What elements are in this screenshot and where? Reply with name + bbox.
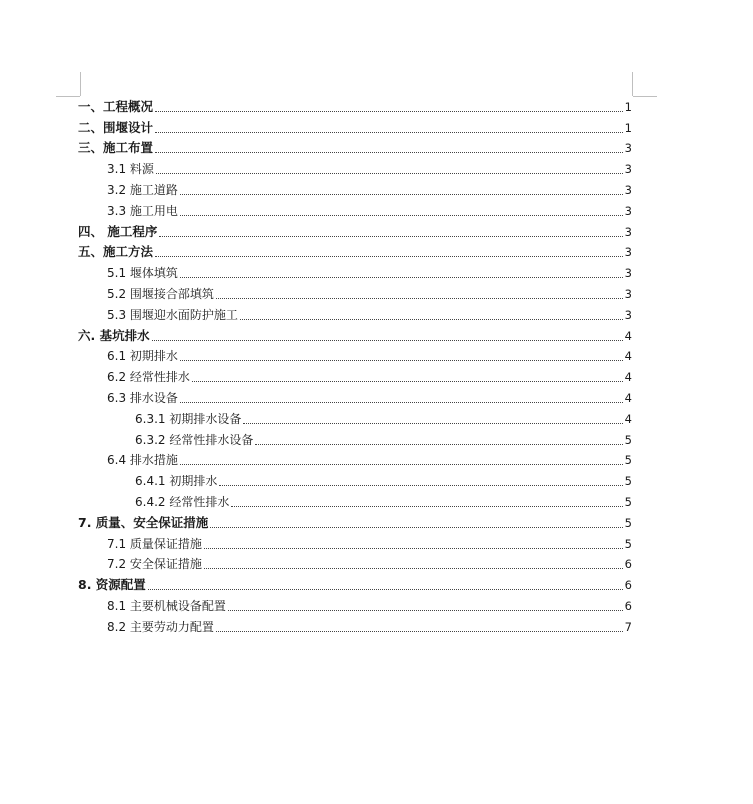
toc-entry-page-number: 1 <box>624 99 632 114</box>
toc-entry-page-number: 3 <box>624 182 632 197</box>
toc-entry[interactable] <box>78 158 632 179</box>
toc-entry-page-number: 5 <box>624 453 632 468</box>
toc-entry[interactable] <box>78 96 632 117</box>
toc-entry[interactable] <box>78 366 632 387</box>
toc-dot-leader <box>180 214 623 216</box>
toc-dot-leader <box>192 380 623 382</box>
toc-entry-page-number: 7 <box>624 619 632 634</box>
toc-entry-page-number: 4 <box>624 411 632 426</box>
toc-entry-title[interactable]: 6.1 初期排水 <box>107 349 178 364</box>
toc-entry-page-number: 1 <box>624 120 632 135</box>
toc-dot-leader <box>155 255 623 257</box>
table-of-contents <box>78 96 632 637</box>
toc-dot-leader <box>159 235 622 237</box>
toc-entry[interactable] <box>78 117 632 138</box>
toc-dot-leader <box>152 339 623 341</box>
toc-dot-leader <box>243 422 622 424</box>
toc-entry[interactable] <box>78 200 632 221</box>
toc-entry[interactable] <box>78 470 632 491</box>
toc-dot-leader <box>155 151 623 153</box>
toc-entry-page-number: 5 <box>624 432 632 447</box>
toc-entry-title[interactable]: 六. 基坑排水 <box>78 327 150 343</box>
toc-entry-title[interactable]: 3.1 料源 <box>107 162 154 177</box>
toc-dot-leader <box>255 443 622 445</box>
toc-dot-leader <box>156 172 623 174</box>
toc-entry[interactable] <box>78 304 632 325</box>
toc-entry-page-number: 5 <box>624 494 632 509</box>
toc-entry-title[interactable]: 8.1 主要机械设备配置 <box>107 598 226 613</box>
toc-entry[interactable] <box>78 387 632 408</box>
toc-entry-title[interactable]: 7.2 安全保证措施 <box>107 557 202 572</box>
margin-mark-top-right <box>632 72 633 96</box>
toc-dot-leader <box>210 526 622 528</box>
margin-mark-top-right <box>633 96 657 97</box>
toc-entry-page-number: 3 <box>624 162 632 177</box>
toc-dot-leader <box>180 193 623 195</box>
toc-entry-title[interactable]: 8.2 主要劳动力配置 <box>107 619 214 634</box>
toc-entry-title[interactable]: 5.2 围堰接合部填筑 <box>107 286 214 301</box>
toc-entry[interactable] <box>78 221 632 242</box>
toc-dot-leader <box>204 567 623 569</box>
toc-entry-title[interactable]: 三、施工布置 <box>78 140 154 156</box>
margin-mark-top-left <box>80 72 81 96</box>
toc-entry-page-number: 6 <box>624 578 632 593</box>
toc-entry-page-number: 6 <box>624 598 632 613</box>
toc-entry-title[interactable]: 6.4 排水措施 <box>107 453 178 468</box>
toc-entry[interactable] <box>78 242 632 263</box>
toc-entry[interactable] <box>78 138 632 159</box>
toc-entry-page-number: 3 <box>624 307 632 322</box>
toc-entry-page-number: 4 <box>624 390 632 405</box>
toc-entry-title[interactable]: 四、 施工程序 <box>78 223 158 239</box>
toc-entry-title[interactable]: 7.1 质量保证措施 <box>107 536 202 551</box>
toc-entry-title[interactable]: 8. 资源配置 <box>78 577 146 593</box>
toc-dot-leader <box>180 276 623 278</box>
toc-entry[interactable] <box>78 616 632 637</box>
toc-dot-leader <box>231 505 622 507</box>
toc-entry-page-number: 3 <box>624 141 632 156</box>
toc-entry-page-number: 5 <box>624 536 632 551</box>
toc-entry[interactable] <box>78 595 632 616</box>
toc-entry-page-number: 3 <box>624 203 632 218</box>
toc-dot-leader <box>155 131 623 133</box>
toc-entry-title[interactable]: 5.1 堰体填筑 <box>107 266 178 281</box>
margin-mark-top-left <box>56 96 80 97</box>
toc-entry-title[interactable]: 一、工程概况 <box>78 98 154 114</box>
toc-entry[interactable] <box>78 408 632 429</box>
toc-dot-leader <box>180 359 623 361</box>
toc-dot-leader <box>155 110 623 112</box>
toc-entry-title[interactable]: 7. 质量、安全保证措施 <box>78 514 209 530</box>
toc-entry-title[interactable]: 6.3.1 初期排水设备 <box>135 411 242 426</box>
toc-entry-title[interactable]: 6.2 经常性排水 <box>107 370 190 385</box>
toc-entry[interactable] <box>78 533 632 554</box>
toc-entry-title[interactable]: 3.2 施工道路 <box>107 182 178 197</box>
toc-entry[interactable] <box>78 179 632 200</box>
toc-entry-page-number: 4 <box>624 328 632 343</box>
toc-entry-page-number: 4 <box>624 349 632 364</box>
toc-entry-page-number: 3 <box>624 266 632 281</box>
toc-entry[interactable] <box>78 283 632 304</box>
toc-entry[interactable] <box>78 346 632 367</box>
toc-dot-leader <box>180 401 623 403</box>
toc-entry-page-number: 3 <box>624 224 632 239</box>
toc-entry-title[interactable]: 5.3 围堰迎水面防护施工 <box>107 307 238 322</box>
toc-dot-leader <box>148 588 623 590</box>
toc-dot-leader <box>219 484 622 486</box>
toc-entry[interactable] <box>78 574 632 595</box>
toc-dot-leader <box>204 547 623 549</box>
toc-dot-leader <box>216 297 623 299</box>
toc-entry-page-number: 5 <box>624 515 632 530</box>
toc-entry[interactable] <box>78 512 632 533</box>
toc-dot-leader <box>180 463 623 465</box>
toc-entry[interactable] <box>78 554 632 575</box>
toc-entry-title[interactable]: 6.4.2 经常性排水 <box>135 494 230 509</box>
toc-entry-page-number: 3 <box>624 286 632 301</box>
toc-dot-leader <box>216 630 623 632</box>
toc-entry[interactable] <box>78 325 632 346</box>
toc-entry-title[interactable]: 3.3 施工用电 <box>107 203 178 218</box>
toc-entry-page-number: 5 <box>624 474 632 489</box>
toc-dot-leader <box>228 609 623 611</box>
toc-entry-title[interactable]: 五、施工方法 <box>78 244 154 260</box>
toc-entry[interactable] <box>78 491 632 512</box>
toc-dot-leader <box>240 318 623 320</box>
toc-entry-title[interactable]: 6.3 排水设备 <box>107 390 178 405</box>
toc-entry-page-number: 6 <box>624 557 632 572</box>
toc-entry-page-number: 4 <box>624 370 632 385</box>
toc-entry-title[interactable]: 6.3.2 经常性排水设备 <box>135 432 254 447</box>
toc-entry[interactable] <box>78 450 632 471</box>
toc-entry[interactable] <box>78 262 632 283</box>
toc-entry-title[interactable]: 6.4.1 初期排水 <box>135 474 218 489</box>
toc-entry-page-number: 3 <box>624 245 632 260</box>
toc-entry[interactable] <box>78 429 632 450</box>
toc-entry-title[interactable]: 二、围堰设计 <box>78 119 154 135</box>
